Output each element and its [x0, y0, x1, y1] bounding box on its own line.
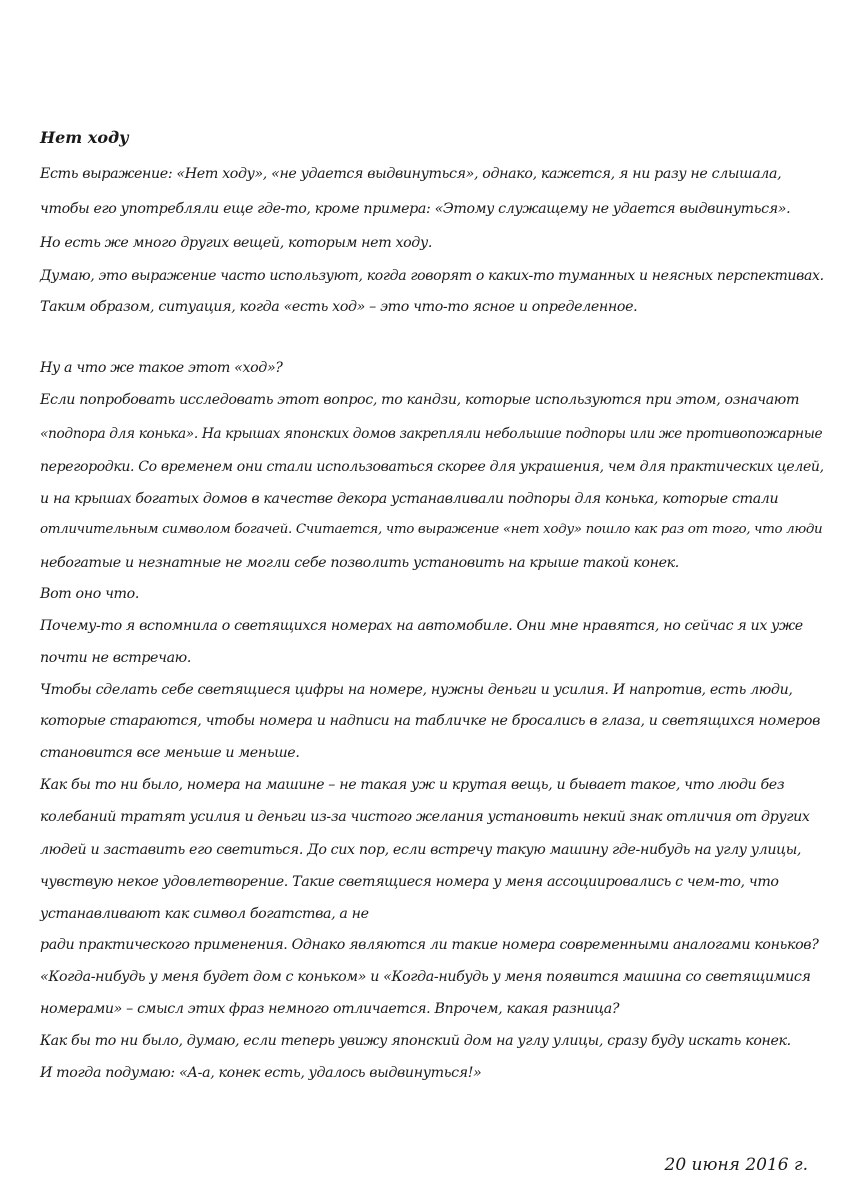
text-line: Есть выражение: «Нет ходу», «не удается выдвинуться», однако, кажется, я ни разу не слышала,	[40, 166, 782, 182]
text-line: Ну а что же такое этот «ход»?	[40, 360, 283, 376]
text-line: И тогда подумаю: «А-а, конек есть, удалось выдвинуться!»	[40, 1065, 482, 1081]
text-line: людей и заставить его светиться. До сих пор, если встречу такую машину где-нибудь на углу улицы,	[40, 842, 802, 858]
document-date: 20 июня 2016 г.	[664, 1155, 808, 1175]
text-line: «подпора для конька». На крышах японских домов закрепляли небольшие подпоры или же противопожарные	[40, 426, 823, 442]
text-line: Но есть же много других вещей, которым нет ходу.	[40, 235, 432, 251]
text-line: Вот оно что.	[40, 586, 139, 602]
text-line: ради практического применения. Однако являются ли такие номера современными аналогами коньков?	[40, 937, 819, 953]
text-line: которые стараются, чтобы номера и надписи на табличке не бросались в глаза, и светящихся номеров	[40, 713, 821, 729]
text-line: небогатые и незнатные не могли себе позволить установить на крыше такой конек.	[40, 555, 679, 571]
text-line: чувствую некое удовлетворение. Такие светящиеся номера у меня ассоциировались с чем-то, что	[40, 874, 779, 890]
text-line: отличительным символом богачей. Считается, что выражение «нет ходу» пошло как раз от того, что люди	[40, 522, 823, 537]
text-line: Как бы то ни было, думаю, если теперь увижу японский дом на углу улицы, сразу буду искать конек.	[40, 1033, 791, 1049]
text-line: перегородки. Со временем они стали использоваться скорее для украшения, чем для практических целей,	[40, 459, 824, 475]
text-line: номерами» – смысл этих фраз немного отличается. Впрочем, какая разница?	[40, 1001, 620, 1017]
text-line: Думаю, это выражение часто используют, когда говорят о каких-то туманных и неясных перспективах.	[40, 268, 824, 284]
text-line: Если попробовать исследовать этот вопрос, то кандзи, которые используются при этом, означают	[40, 392, 800, 408]
text-line: Почему-то я вспомнила о светящихся номерах на автомобиле. Они мне нравятся, но сейчас я их уже	[40, 618, 803, 634]
text-line: Как бы то ни было, номера на машине – не такая уж и крутая вещь, и бывает такое, что люди без	[40, 777, 785, 793]
text-line: «Когда-нибудь у меня будет дом с коньком» и «Когда-нибудь у меня появится машина со светящимися	[40, 969, 811, 985]
document-title: Нет ходу	[40, 128, 129, 147]
text-line: и на крышах богатых домов в качестве декора устанавливали подпоры для конька, которые стали	[40, 491, 779, 507]
text-line: Таким образом, ситуация, когда «есть ход» – это что-то ясное и определенное.	[40, 299, 638, 315]
text-line: почти не встречаю.	[40, 650, 191, 666]
text-line: колебаний тратят усилия и деньги из-за чистого желания установить некий знак отличия от других	[40, 809, 810, 825]
text-line: Чтобы сделать себе светящиеся цифры на номере, нужны деньги и усилия. И напротив, есть люди,	[40, 682, 793, 698]
text-line: устанавливают как символ богатства, а не	[40, 906, 369, 922]
text-line: становится все меньше и меньше.	[40, 745, 300, 761]
text-line: чтобы его употребляли еще где-то, кроме примера: «Этому служащему не удается выдвинуться».	[40, 201, 791, 217]
